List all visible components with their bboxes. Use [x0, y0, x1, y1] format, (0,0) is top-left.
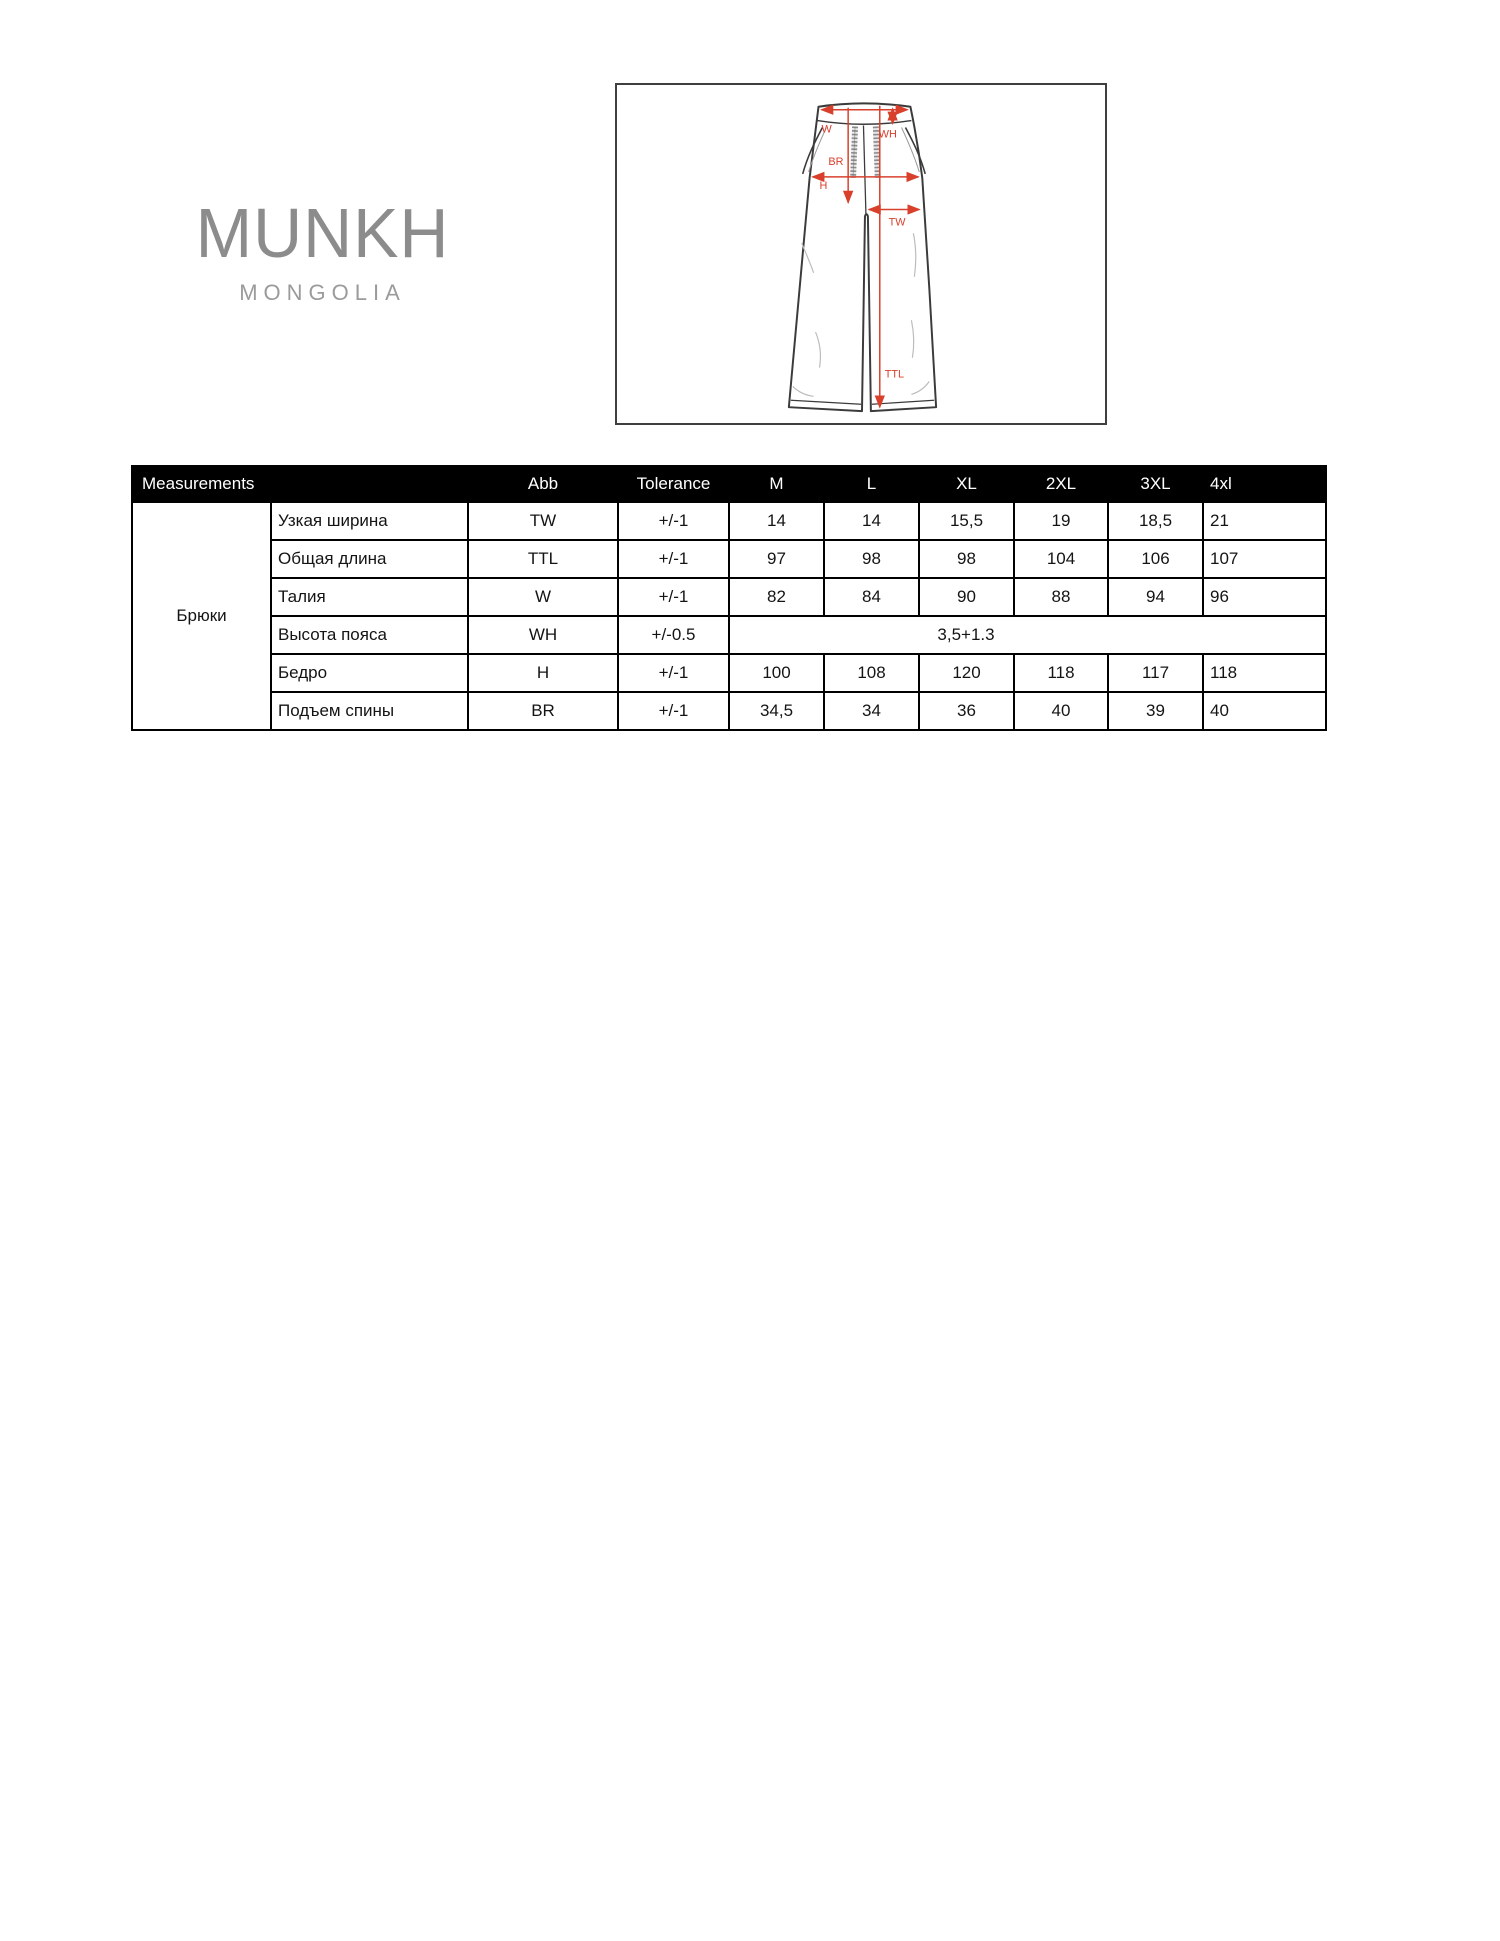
table-row: [132, 692, 1326, 730]
row-name-cell: Высота пояса: [271, 616, 468, 654]
label-ttl: TTL: [884, 368, 905, 381]
table-header-row: [132, 466, 1326, 502]
row-abb-cell: H: [468, 654, 618, 692]
value-cell: 21: [1203, 502, 1326, 540]
table-row: [132, 502, 1326, 540]
value-cell: 108: [824, 654, 919, 692]
value-cell: 14: [824, 502, 919, 540]
value-cell: 40: [1014, 692, 1108, 730]
value-cell: 84: [824, 578, 919, 616]
row-tolerance-cell: +/-1: [618, 578, 729, 616]
value-cell: 98: [919, 540, 1014, 578]
row-tolerance-cell: +/-1: [618, 692, 729, 730]
value-cell: 40: [1203, 692, 1326, 730]
value-cell: 19: [1014, 502, 1108, 540]
header-abb: Abb: [468, 466, 618, 502]
header-size-2xl: 2XL: [1014, 466, 1108, 502]
measurements-table: [131, 465, 1327, 731]
value-cell: 90: [919, 578, 1014, 616]
row-tolerance-cell: +/-1: [618, 654, 729, 692]
value-cell: 104: [1014, 540, 1108, 578]
brand-name: MUNKH: [195, 194, 450, 272]
header-size-m: M: [729, 466, 824, 502]
value-cell: 106: [1108, 540, 1203, 578]
group-label-cell: Брюки: [132, 502, 271, 730]
value-cell: 88: [1014, 578, 1108, 616]
value-cell: 36: [919, 692, 1014, 730]
header-tolerance: Tolerance: [618, 466, 729, 502]
row-name-cell: Талия: [271, 578, 468, 616]
brand-subtitle: MONGOLIA: [239, 280, 406, 305]
value-cell: 18,5: [1108, 502, 1203, 540]
label-tw: TW: [888, 216, 906, 229]
header-size-xl: XL: [919, 466, 1014, 502]
value-cell: 118: [1203, 654, 1326, 692]
pants-diagram-icon: [617, 85, 1105, 423]
row-abb-cell: TTL: [468, 540, 618, 578]
header-size-4xl: 4xl: [1203, 466, 1326, 502]
value-cell: 117: [1108, 654, 1203, 692]
value-cell: 120: [919, 654, 1014, 692]
merged-value-cell: 3,5+1.3: [729, 616, 1326, 654]
value-cell: 100: [729, 654, 824, 692]
label-h: H: [819, 179, 828, 192]
value-cell: 94: [1108, 578, 1203, 616]
value-cell: 14: [729, 502, 824, 540]
row-tolerance-cell: +/-0.5: [618, 616, 729, 654]
header-measurements: Measurements: [132, 466, 468, 502]
value-cell: 34: [824, 692, 919, 730]
value-cell: 34,5: [729, 692, 824, 730]
row-abb-cell: WH: [468, 616, 618, 654]
label-wh: WH: [878, 128, 897, 141]
brand-logo: [150, 194, 495, 306]
table-row: [132, 578, 1326, 616]
value-cell: 118: [1014, 654, 1108, 692]
row-name-cell: Общая длина: [271, 540, 468, 578]
row-name-cell: Узкая ширина: [271, 502, 468, 540]
row-tolerance-cell: +/-1: [618, 502, 729, 540]
value-cell: 39: [1108, 692, 1203, 730]
header-size-l: L: [824, 466, 919, 502]
value-cell: 98: [824, 540, 919, 578]
pants-diagram-frame: [615, 83, 1107, 425]
table-row: [132, 616, 1326, 654]
header-size-3xl: 3XL: [1108, 466, 1203, 502]
row-name-cell: Подъем спины: [271, 692, 468, 730]
table-row: [132, 540, 1326, 578]
row-abb-cell: W: [468, 578, 618, 616]
label-w: W: [821, 123, 832, 136]
value-cell: 96: [1203, 578, 1326, 616]
row-tolerance-cell: +/-1: [618, 540, 729, 578]
value-cell: 15,5: [919, 502, 1014, 540]
value-cell: 97: [729, 540, 824, 578]
value-cell: 82: [729, 578, 824, 616]
label-br: BR: [828, 156, 844, 169]
value-cell: 107: [1203, 540, 1326, 578]
row-abb-cell: TW: [468, 502, 618, 540]
table-row: [132, 654, 1326, 692]
row-abb-cell: BR: [468, 692, 618, 730]
row-name-cell: Бедро: [271, 654, 468, 692]
